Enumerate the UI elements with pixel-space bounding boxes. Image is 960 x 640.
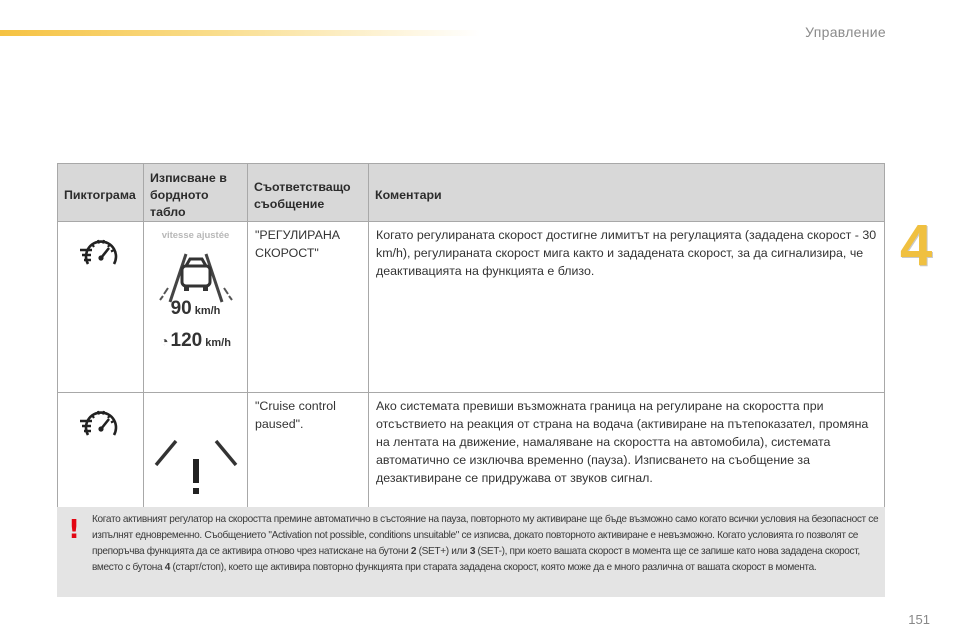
header-message: Съответстващо съобщение	[248, 164, 369, 222]
header-pictogram: Пиктограма	[58, 164, 144, 222]
speed-unit: km/h	[194, 305, 221, 317]
chapter-number: 4	[900, 213, 933, 278]
warning-text	[92, 512, 882, 576]
panel-cell	[144, 393, 248, 509]
table-row	[58, 393, 885, 509]
button-number: 3	[469, 546, 476, 557]
speed-limiter-mini-icon: ◔	[160, 333, 169, 349]
header-panel: Изписване в бордното табло	[144, 164, 248, 222]
table-row	[58, 222, 885, 393]
speed-display-1	[148, 300, 243, 320]
lane-warning-icon	[148, 429, 244, 499]
lane-car-icon	[148, 244, 244, 304]
button-number: 4	[164, 562, 171, 573]
speed-limiter-icon	[78, 405, 124, 441]
section-color-bar	[0, 30, 480, 36]
warning-box	[57, 507, 885, 597]
header-comments: Коментари	[369, 164, 885, 222]
speed-value: 90	[170, 298, 192, 319]
warning-text-part: (SET-), при което вашата скорост в момента ще се запише като нова зададена скорост, вместо с бутона	[92, 546, 860, 573]
comment-cell: Ако системата превиши възможната граница на регулиране на скоростта при отсъствието на реакция от страна на водача (активиране на пътепоказател, промяна на лентата на движение, намаляване на скоростта на автомобила), системата автоматично се изключва временно (пауза). Изписването на съобщение за дезактивиране се придружава от звуков сигнал.	[369, 393, 885, 509]
speed-unit: km/h	[205, 337, 231, 349]
comment-cell: Когато регулираната скорост достигне лимитът на регулацията (зададена скорост - 30 km/h), регулираната скорост мига както и зададената скорост, за да сигнализира, че деактивацията на функцията е близо.	[369, 222, 885, 393]
message-cell: "РЕГУЛИРАНА СКОРОСТ"	[248, 222, 369, 393]
panel-label: vitesse ajustée	[161, 230, 230, 241]
exclamation-icon: !	[68, 515, 80, 545]
section-title: Управление	[805, 24, 886, 40]
page-number: 151	[908, 612, 930, 627]
speed-limiter-icon	[78, 234, 124, 270]
speed-display-2	[148, 332, 243, 352]
warning-text-part: (старт/стоп), което ще активира повторно функцията при старата зададена скорост, която може да е много различна от вашата скорост в момента.	[170, 562, 817, 573]
warning-text-part: Когато активният регулатор на скоростта премине автоматично в състояние на пауза, повторното му активиране ще бъде възможно само когато всички условия на безопасност се изпълнят едновременно. Съобщението "Activation not possible, conditions unsuitable" се изписва, докато повторното активиране е невъзможно. Когато условията го позволят се препоръчва функцията да се активира отново чрез натискане на бутони	[92, 514, 879, 557]
button-number: 2	[410, 546, 417, 557]
warning-text-part: (SET+) или	[416, 546, 470, 557]
message-cell: "Cruise control paused".	[248, 393, 369, 509]
pictogram-cell	[58, 393, 144, 509]
pictogram-cell	[58, 222, 144, 393]
table-header-row	[58, 164, 885, 222]
panel-cell	[144, 222, 248, 393]
indicators-table	[57, 163, 885, 509]
speed-value: 120	[170, 330, 203, 351]
